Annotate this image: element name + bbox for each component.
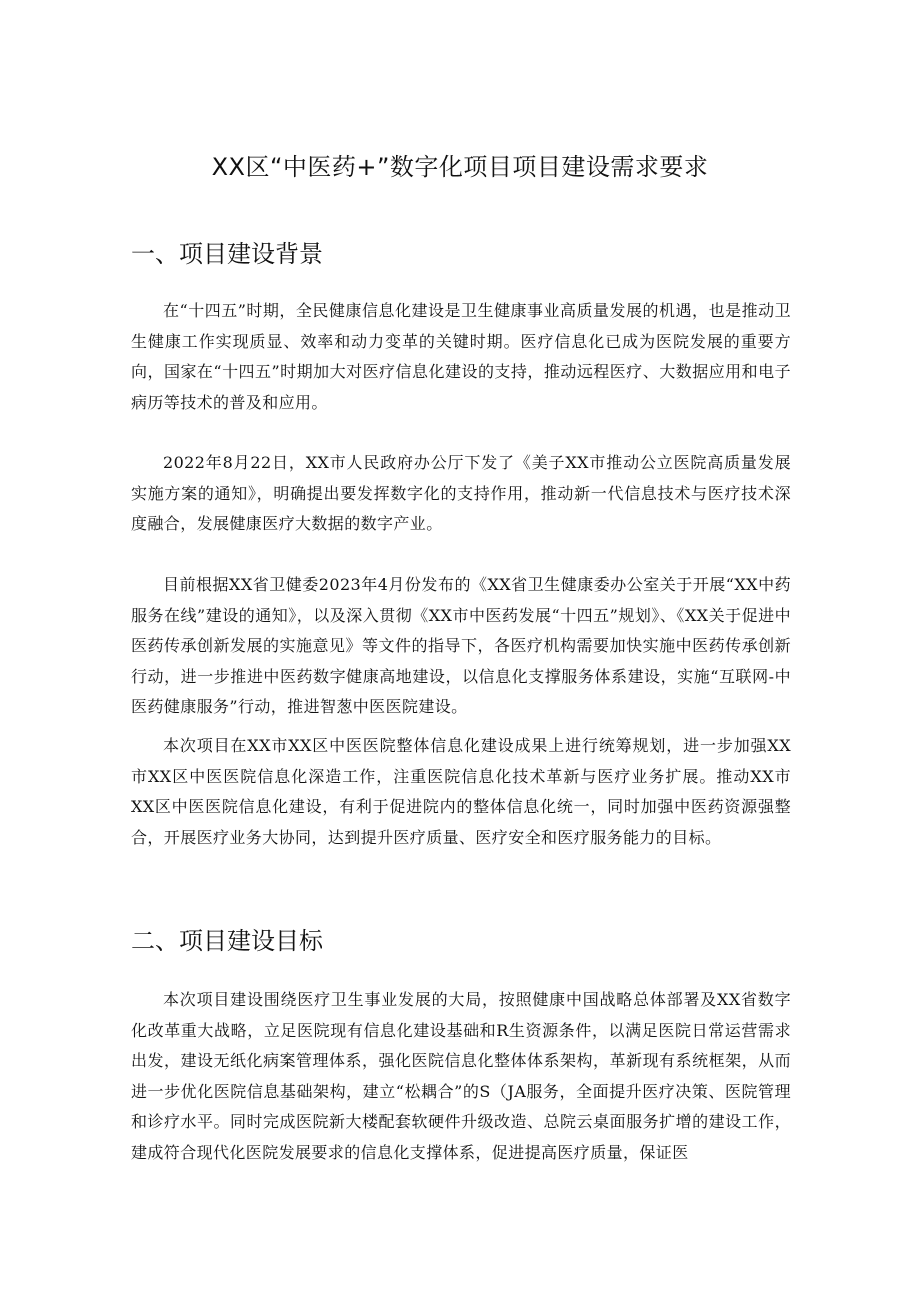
paragraph-background-1: 在“十四五”时期，全民健康信息化建设是卫生健康事业高质量发展的机遇，也是推动卫生健康工作实现质显、效率和动力变革的关键时期。医疗信息化已成为医院发展的重要方向，国家在“十四五”时期加大对医疗信息化建设的支持，推动远程医疗、大数据应用和电子病历等技术的普及和应用。 xyxy=(131,301,791,412)
paragraph-background-4: 本次项目在XX市XX区中医医院整体信息化建设成果上进行统筹规划，进一步加强XX市XX区中医医院信息化深造工作，注重医院信息化技术革新与医疗业务扩展。推动XX市XX区中医医院信息化建设，有利于促进院内的整体信息化统一，同时加强中医药资源强整合，开展医疗业务大协同，达到提升医疗质量、医疗安全和医疗服务能力的目标。 xyxy=(131,736,791,847)
paragraph-goals-1: 本次项目建设围绕医疗卫生事业发展的大局，按照健康中国战略总体部署及XX省数字化改革重大战略，立足医院现有信息化建设基础和R生资源条件，以满足医院日常运营需求出发，建设无纸化病案管理体系，强化医院信息化整体体系架构，革新现有系统框架，从而进一步优化医院信息基础架构，建立“松耦合”的S（JA服务，全面提升医疗决策、医院管理和诊疗水平。同时完成医院新大楼配套软硬件升级改造、总院云桌面服务扩增的建设工作，建成符合现代化医院发展要求的信息化支撑体系，促进提高医疗质量，保证医 xyxy=(131,990,791,1162)
section-heading-goals: 二、项目建设目标 xyxy=(131,927,323,955)
document-title: XX区“中医药+”数字化项目项目建设需求要求 xyxy=(211,153,709,181)
paragraph-background-2: 2022年8月22日，XX市人民政府办公厅下发了《美子XX市推动公立医院高质量发展实施方案的通知》，明确提出要发挥数字化的支持作用，推动新一代信息技术与医疗技术深度融合，发展健康医疗大数据的数字产业。 xyxy=(131,453,791,533)
paragraph-background-3: 目前根据XX省卫健委2023年4月份发布的《XX省卫生健康委办公室关于开展“XX中药服务在线”建设的通知》，以及深入贯彻《XX市中医药发展“十四五”规划》、《XX关于促进中医药传承创新发展的实施意见》等文件的指导下，各医疗机构需要加快实施中医药传承创新行动，进一步推进中医药数字健康高地建设，以信息化支撑服务体系建设，实施“互联网-中医药健康服务”行动，推进智葱中医医院建设。 xyxy=(131,575,791,716)
section-heading-background: 一、项目建设背景 xyxy=(131,240,323,268)
